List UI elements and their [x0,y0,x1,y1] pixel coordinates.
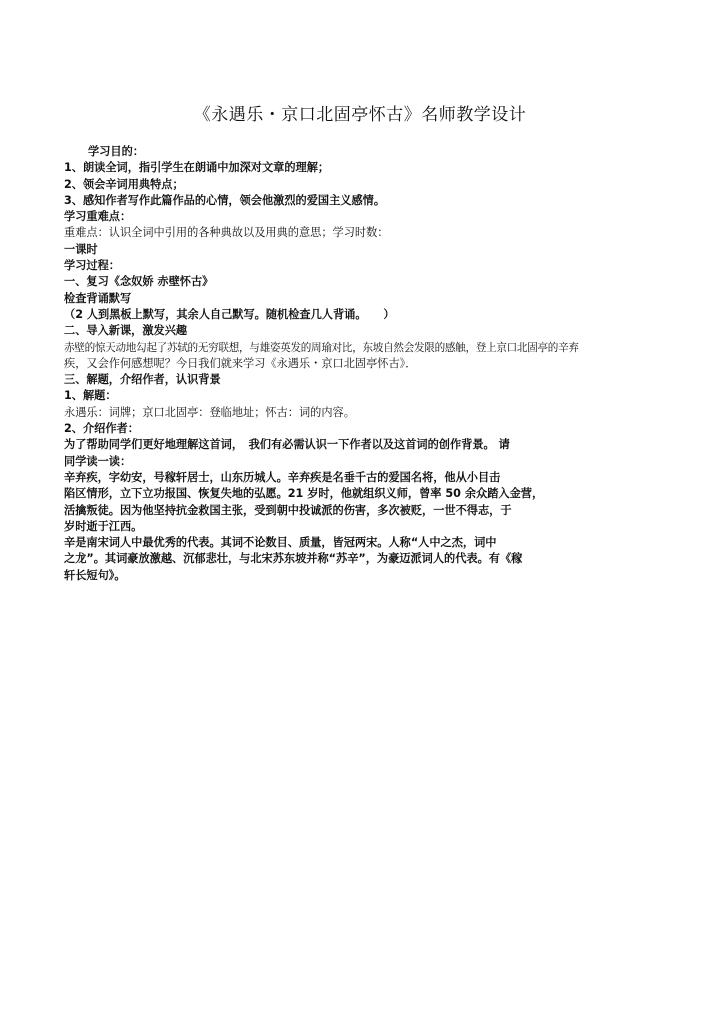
paragraph-line: 同学读一读： [64,454,132,468]
paragraph-line: 之龙”。其词豪放激越、沉郁悲壮，与北宋苏东坡并称“苏辛”，为豪迈派词人的代表。有《稼 [64,552,523,566]
process-step-heading: 二、导入新课，激发兴趣 [64,324,188,338]
paragraph-line: 赤壁的惊天动地勾起了苏轼的无穷联想，与雄姿英发的周瑜对比，东坡自然会发限的感触，登上京口北固亭的辛弃 [64,341,579,354]
key-points-text: 重难点：认识全词中引用的各种典故以及用典的意思；学习时数： [64,226,389,240]
paragraph-line: 岁时逝于江西。 [64,519,143,533]
document-body [64,144,684,584]
paragraph-line: 辛是南宋词人中最优秀的代表。其词不论数目、质量，皆冠两宋。人称“人中之杰，词中 [64,536,497,550]
objective-item: 1、朗读全词，指引学生在朗诵中加深对文章的理解； [64,161,330,175]
objective-item: 2、领会辛词用典特点； [64,177,184,191]
objective-item: 3、感知作者写作此篇作品的心情，领会他激烈的爱国主义感情。 [64,193,386,207]
subsection-heading: 2、介绍作者： [64,422,139,436]
paragraph-line: 陷区情形，立下立功报国、恢复失地的弘愿。21 岁时，他就组织义师，曾率 50 余众踏入金营， [64,487,544,501]
paragraph-line: 疾，又会作何感想呢？今日我们就来学习《永遇乐・京口北固亭怀古》． [64,356,417,370]
section-heading-objectives: 学习目的： [88,145,144,158]
section-heading-process: 学习过程： [64,259,120,273]
section-heading-key-points: 学习重难点： [64,210,132,224]
process-step-heading: 一、复习《念奴娇 赤壁怀古》 [64,275,214,289]
lesson-hours-text: 一课时 [64,242,98,256]
subsection-heading: 1、解题： [64,389,117,403]
process-step-heading: 三、解题，介绍作者，认识背景 [64,373,221,387]
paragraph-line: 活擒叛徒。因为他坚持抗金救国主张，受到朝中投诚派的伤害，多次被贬，一世不得志，于 [64,503,512,517]
paragraph-line: （2 人到黑板上默写，其余人自己默写。随机检查几人背诵。 ） [64,307,395,321]
paragraph-line: 辛弃疾，字幼安，号稼轩居士，山东历城人。辛弃疾是名垂千古的爱国名将，他从小目击 [64,470,501,484]
paragraph-line: 检查背诵默写 [64,291,132,305]
document-title: 《永遇乐・京口北固亭怀古》名师教学设计 [193,105,527,125]
paragraph-line: 为了帮助同学们更好地理解这首词， 我们有必需认识一下作者以及这首词的创作背景。 请 [64,438,510,452]
paragraph-line: 永遇乐：词牌；京口北固亭：登临地址；怀古：词的内容。 [64,405,355,419]
paragraph-line: 轩长短句》。 [64,568,126,582]
